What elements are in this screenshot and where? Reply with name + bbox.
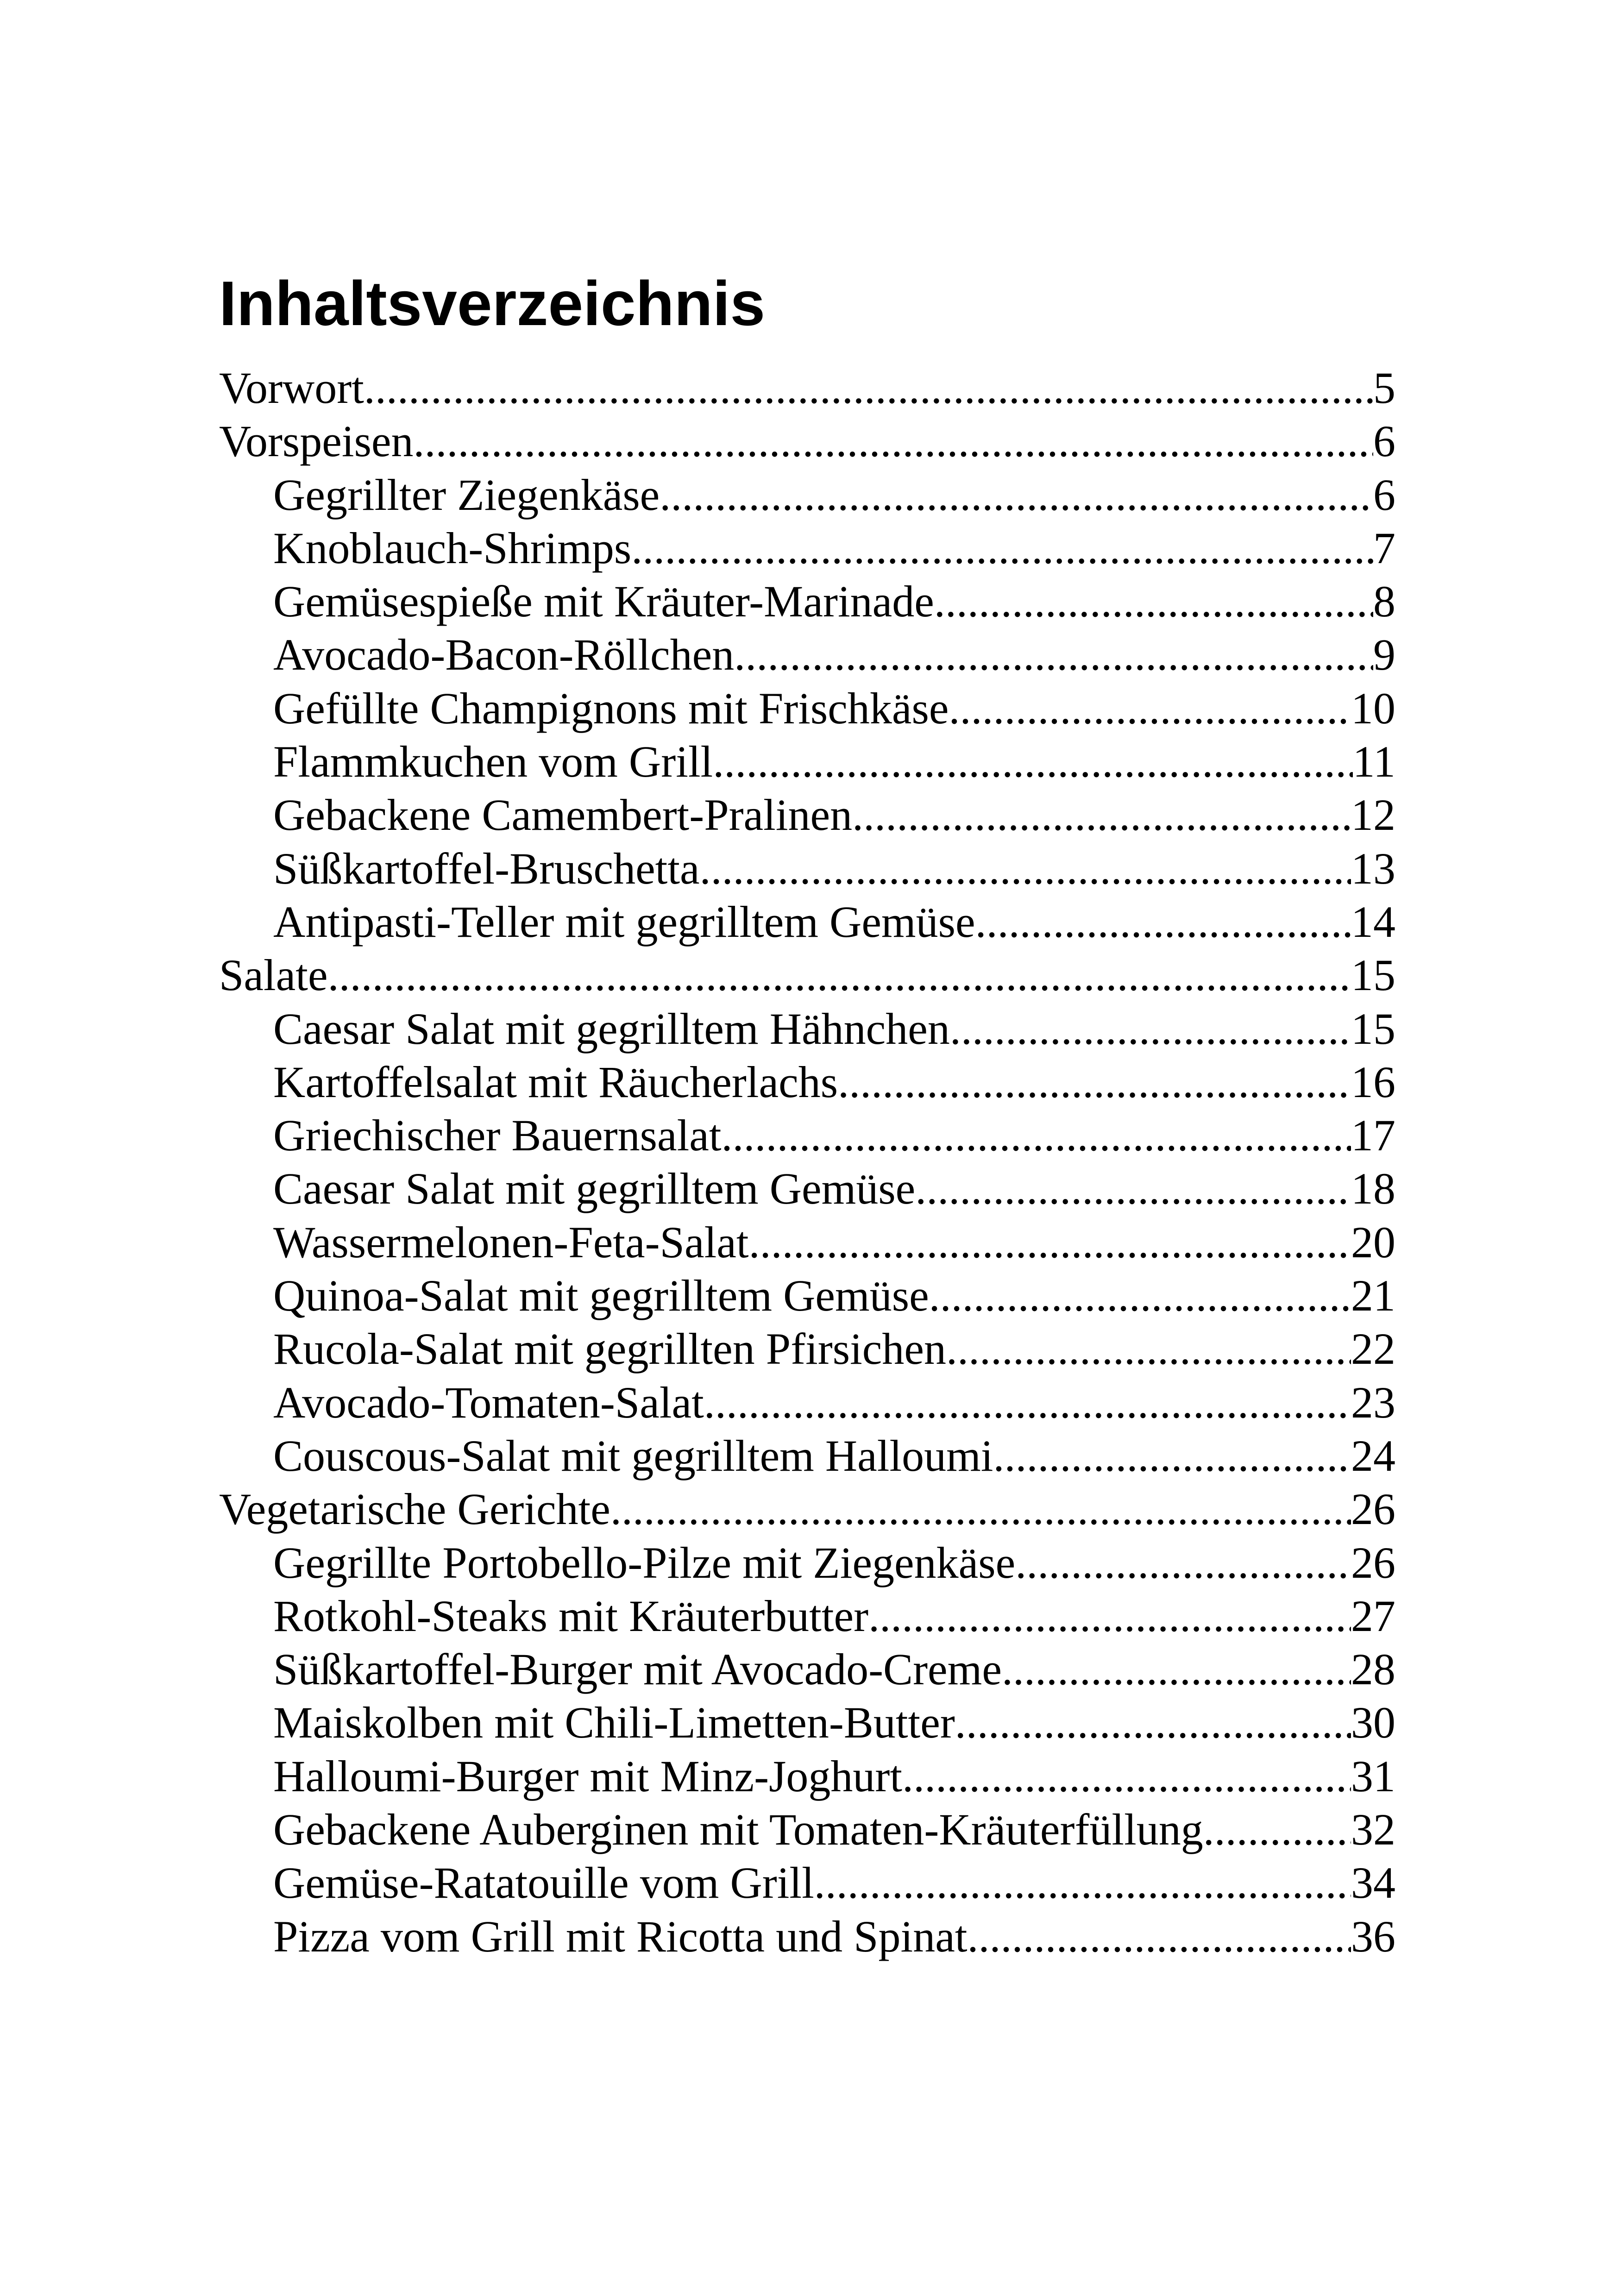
toc-page-number: 23 [1351,1377,1395,1427]
toc-entry-title: Couscous-Salat mit gegrilltem Halloumi [273,1430,993,1480]
toc-section-entry[interactable] [219,1162,1395,1215]
toc-page-number: 15 [1351,1004,1395,1054]
toc-page-number: 34 [1351,1858,1395,1908]
toc-section-entry[interactable] [219,1910,1395,1963]
toc-entry-title: Gemüse-Ratatouille vom Grill [273,1858,814,1908]
toc-section-entry[interactable] [219,895,1395,948]
toc-page-number: 10 [1351,683,1395,733]
toc-dot-leader [700,842,1351,895]
toc-dot-leader [734,628,1373,681]
toc-section-entry[interactable] [219,1055,1395,1109]
toc-chapter-entry[interactable] [219,361,1395,414]
toc-list [219,361,1395,1963]
toc-section-entry[interactable] [219,1002,1395,1055]
toc-chapter-entry[interactable] [219,414,1395,468]
toc-page-number: 31 [1351,1751,1395,1801]
toc-entry-title: Avocado-Bacon-Röllchen [273,630,735,680]
toc-dot-leader [852,788,1351,841]
toc-dot-leader [950,1002,1351,1055]
toc-page-number: 14 [1351,897,1395,947]
toc-entry-title: Halloumi-Burger mit Minz-Joghurt [273,1751,903,1801]
toc-entry-title: Antipasti-Teller mit gegrilltem Gemüse [273,897,975,947]
toc-entry-title: Wassermelonen-Feta-Salat [273,1217,749,1267]
toc-section-entry[interactable] [219,1109,1395,1162]
toc-page-number: 32 [1351,1805,1395,1855]
toc-dot-leader [1002,1643,1351,1696]
toc-entry-title: Gefüllte Champignons mit Frischkäse [273,683,949,733]
toc-section-entry[interactable] [219,1269,1395,1322]
toc-page-number: 18 [1351,1164,1395,1214]
toc-dot-leader [902,1750,1351,1803]
toc-section-entry[interactable] [219,1643,1395,1696]
toc-section-entry[interactable] [219,575,1395,628]
toc-page-number: 26 [1351,1484,1395,1534]
toc-page-number: 30 [1351,1698,1395,1748]
toc-dot-leader [955,1696,1351,1749]
toc-dot-leader [610,1482,1351,1536]
toc-dot-leader [993,1429,1351,1482]
toc-dot-leader [814,1856,1351,1909]
toc-page-number: 17 [1351,1110,1395,1161]
toc-entry-title: Vegetarische Gerichte [219,1484,610,1534]
toc-section-entry[interactable] [219,1536,1395,1589]
toc-dot-leader [328,948,1351,1002]
toc-entry-title: Gegrillter Ziegenkäse [273,470,660,520]
toc-section-entry[interactable] [219,1750,1395,1803]
toc-dot-leader [868,1589,1351,1643]
toc-dot-leader [1203,1803,1351,1856]
toc-entry-title: Gebackene Camembert-Pralinen [273,790,853,840]
toc-dot-leader [713,735,1352,788]
toc-entry-title: Griechischer Bauernsalat [273,1110,722,1161]
toc-dot-leader [929,1269,1351,1322]
toc-section-entry[interactable] [219,468,1395,521]
toc-entry-title: Avocado-Tomaten-Salat [273,1377,704,1427]
toc-entry-title: Gebackene Auberginen mit Tomaten-Kräuterfüllung [273,1805,1203,1855]
toc-dot-leader [749,1216,1351,1269]
toc-entry-title: Vorwort [219,363,364,413]
toc-entry-title: Rotkohl-Steaks mit Kräuterbutter [273,1591,869,1641]
toc-dot-leader [946,1322,1351,1375]
toc-entry-title: Quinoa-Salat mit gegrilltem Gemüse [273,1271,929,1321]
toc-entry-title: Süßkartoffel-Bruschetta [273,843,700,893]
toc-page-number: 15 [1351,950,1395,1000]
toc-page-number: 6 [1373,416,1395,466]
toc-dot-leader [631,521,1373,575]
toc-section-entry[interactable] [219,1696,1395,1749]
toc-page-number: 13 [1351,843,1395,893]
toc-section-entry[interactable] [219,1429,1395,1482]
toc-dot-leader [414,414,1373,468]
toc-section-entry[interactable] [219,842,1395,895]
toc-entry-title: Gegrillte Portobello-Pilze mit Ziegenkäse [273,1537,1016,1587]
toc-entry-title: Gemüsespieße mit Kräuter-Marinade [273,577,934,627]
toc-section-entry[interactable] [219,1856,1395,1909]
toc-dot-leader [660,468,1373,521]
toc-entry-title: Kartoffelsalat mit Räucherlachs [273,1057,838,1107]
toc-section-entry[interactable] [219,1322,1395,1375]
toc-page-number: 9 [1373,630,1395,680]
toc-entry-title: Flammkuchen vom Grill [273,737,713,787]
toc-page-number: 36 [1351,1911,1395,1961]
toc-dot-leader [975,895,1351,948]
toc-dot-leader [704,1376,1351,1429]
toc-section-entry[interactable] [219,1376,1395,1429]
toc-dot-leader [915,1162,1351,1215]
toc-page-number: 12 [1351,790,1395,840]
toc-page-number: 22 [1351,1324,1395,1374]
toc-entry-title: Salate [219,950,328,1000]
toc-page-number: 27 [1351,1591,1395,1641]
toc-entry-title: Pizza vom Grill mit Ricotta und Spinat [273,1911,968,1961]
toc-section-entry[interactable] [219,788,1395,841]
toc-page-number: 21 [1351,1271,1395,1321]
toc-page-number: 20 [1351,1217,1395,1267]
toc-section-entry[interactable] [219,628,1395,681]
toc-entry-title: Vorspeisen [219,416,414,466]
toc-page-number: 26 [1351,1537,1395,1587]
toc-entry-title: Caesar Salat mit gegrilltem Gemüse [273,1164,916,1214]
toc-dot-leader [1015,1536,1351,1589]
toc-dot-leader [722,1109,1351,1162]
toc-page-number: 8 [1373,577,1395,627]
toc-entry-title: Maiskolben mit Chili-Limetten-Butter [273,1698,955,1748]
toc-section-entry[interactable] [219,1589,1395,1643]
toc-section-entry[interactable] [219,521,1395,575]
toc-chapter-entry[interactable] [219,1482,1395,1536]
toc-entry-title: Knoblauch-Shrimps [273,523,632,573]
toc-page-number: 7 [1373,523,1395,573]
toc-entry-title: Caesar Salat mit gegrilltem Hähnchen [273,1004,950,1054]
toc-entry-title: Süßkartoffel-Burger mit Avocado-Creme [273,1644,1002,1694]
toc-dot-leader [934,575,1373,628]
toc-heading: Inhaltsverzeichnis [219,268,766,339]
toc-dot-leader [968,1910,1351,1963]
toc-section-entry[interactable] [219,682,1395,735]
toc-page-number: 16 [1351,1057,1395,1107]
toc-dot-leader [949,682,1351,735]
toc-section-entry[interactable] [219,735,1395,788]
toc-dot-leader [838,1055,1351,1109]
toc-chapter-entry[interactable] [219,948,1395,1002]
toc-page-number: 6 [1373,470,1395,520]
toc-entry-title: Rucola-Salat mit gegrillten Pfirsichen [273,1324,946,1374]
toc-section-entry[interactable] [219,1216,1395,1269]
toc-page-number: 28 [1351,1644,1395,1694]
toc-page-number: 5 [1373,363,1395,413]
toc-section-entry[interactable] [219,1803,1395,1856]
toc-dot-leader [364,361,1373,414]
toc-page-number: 11 [1352,737,1395,787]
toc-page-number: 24 [1351,1430,1395,1480]
